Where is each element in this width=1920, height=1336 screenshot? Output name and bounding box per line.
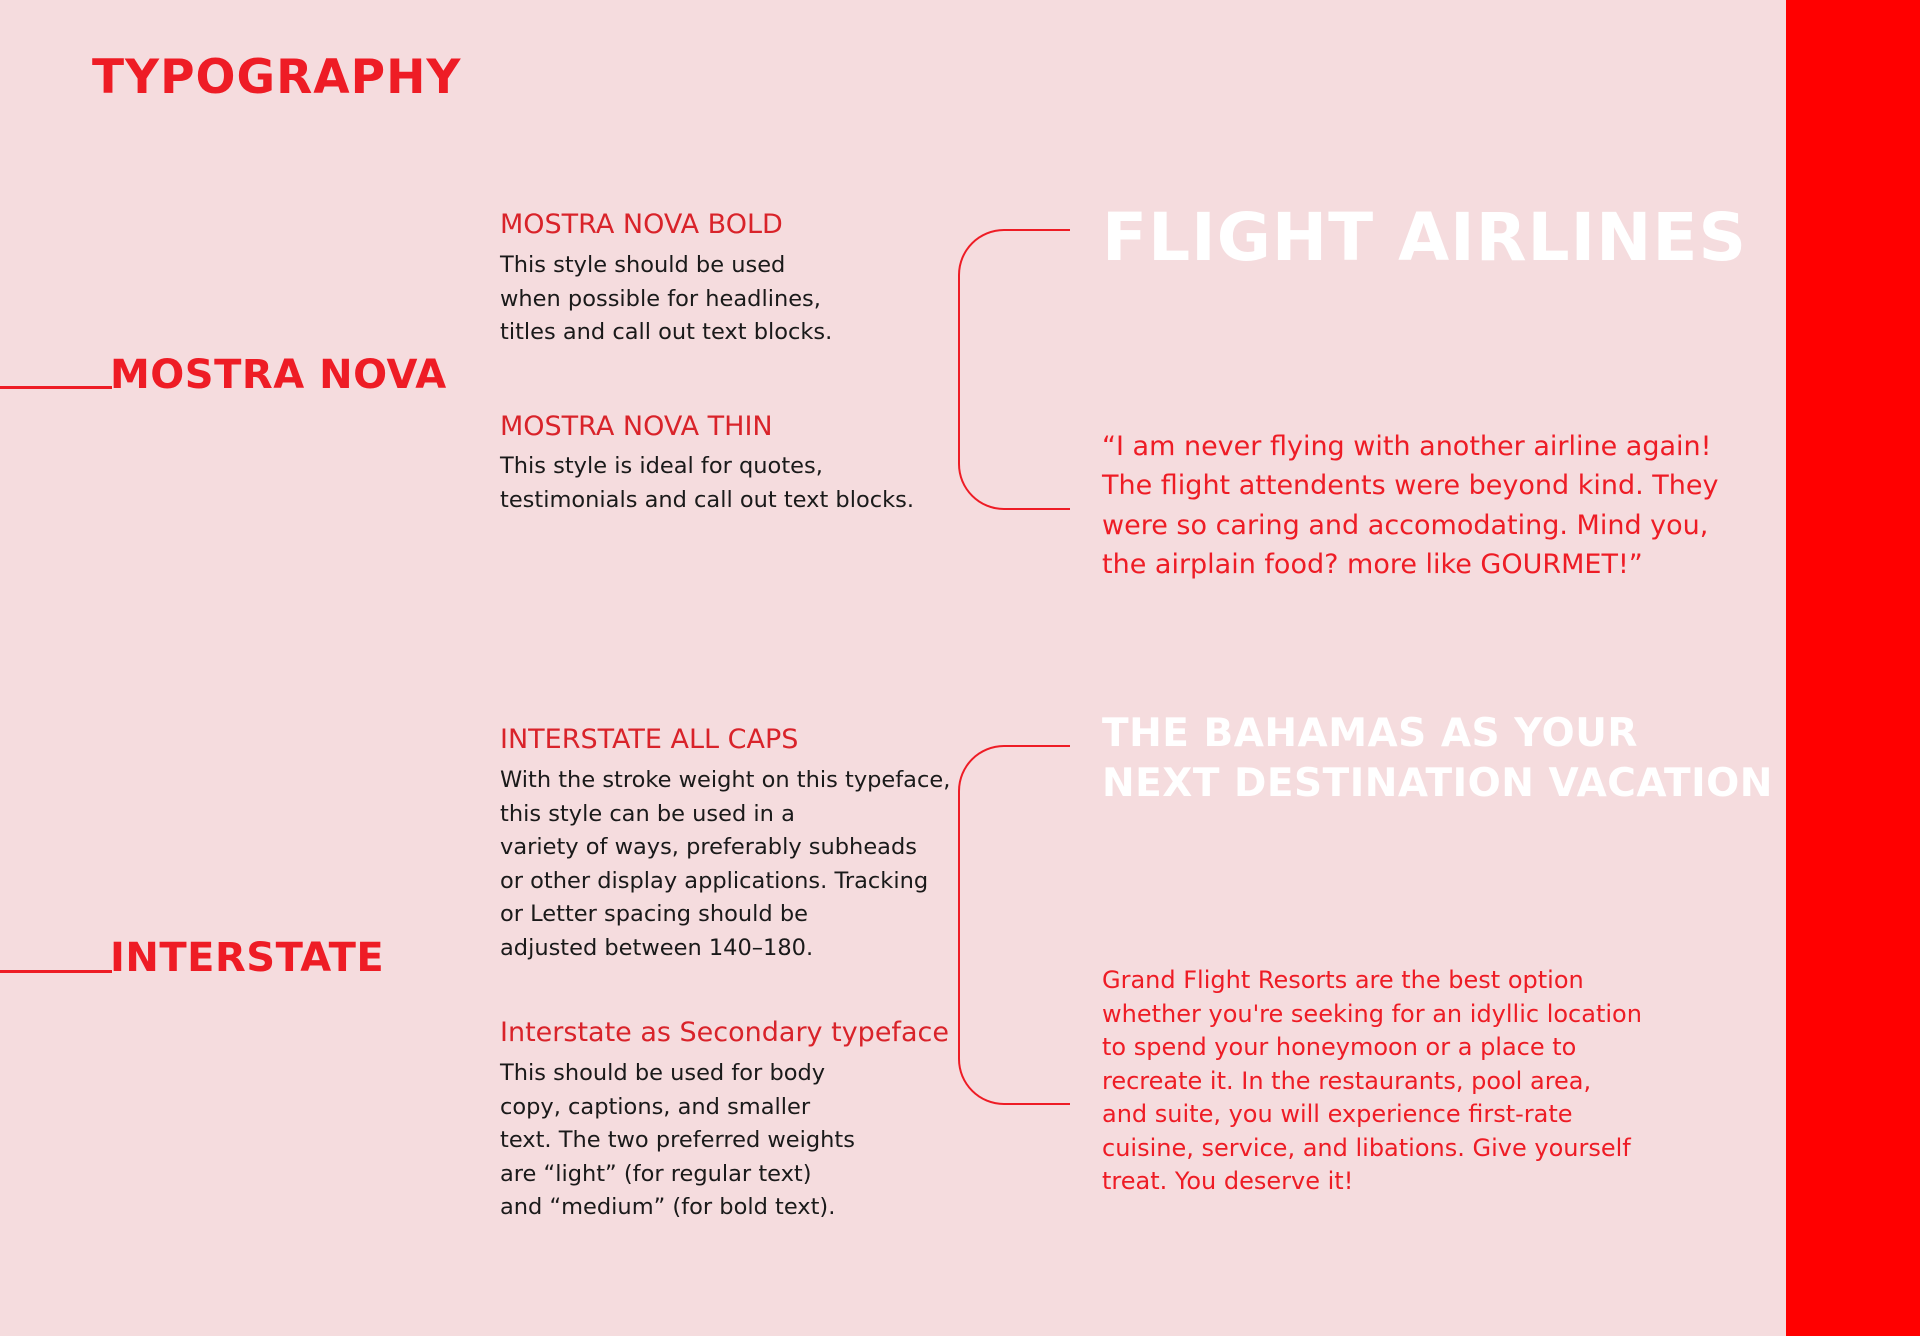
accent-band: [1786, 0, 1920, 1336]
style-description: This style is ideal for quotes, testimonials and call out text blocks.: [500, 453, 914, 513]
style-description: With the stroke weight on this typeface, this style can be used in a variety of ways, preferably subheads or other display applications. Tracking or Letter spacing should be adjusted between 140–180.: [500, 767, 951, 961]
sample-body-text: Grand Flight Resorts are the best option whether you're seeking for an idyllic location to spend your honeymoon or a place to recreate it. In the restaurants, pool area, and suite, you will experience first-rate cuisine, service, and libations. Give yourself treat. You deserve it!: [1102, 966, 1642, 1195]
section-rule: [0, 386, 112, 389]
sample-quote: “I am never flying with another airline again! The flight attendents were beyond kind. They were so caring and accomodating. Mind you, the airplain food? more like GOURMET!”: [1102, 431, 1719, 580]
bracket-connector: [958, 745, 1070, 1105]
style-heading: MOSTRA NOVA BOLD: [500, 209, 783, 240]
typeface-name: INTERSTATE: [110, 935, 385, 981]
sample-headline: FLIGHT AIRLINES: [1102, 199, 1748, 276]
page-title: TYPOGRAPHY: [92, 50, 462, 105]
section-rule: [0, 970, 112, 973]
typeface-name: MOSTRA NOVA: [110, 352, 447, 398]
sample-headline: THE BAHAMAS AS YOUR NEXT DESTINATION VACATION: [1102, 711, 1773, 806]
style-heading: INTERSTATE ALL CAPS: [500, 724, 799, 755]
bracket-connector: [958, 229, 1070, 510]
style-heading: Interstate as Secondary typeface: [500, 1017, 949, 1048]
style-description: This should be used for body copy, captions, and smaller text. The two preferred weights are “light” (for regular text) and “medium” (for bold text).: [500, 1060, 855, 1220]
style-heading: MOSTRA NOVA THIN: [500, 411, 773, 442]
style-description: This style should be used when possible for headlines, titles and call out text blocks.: [500, 252, 833, 345]
